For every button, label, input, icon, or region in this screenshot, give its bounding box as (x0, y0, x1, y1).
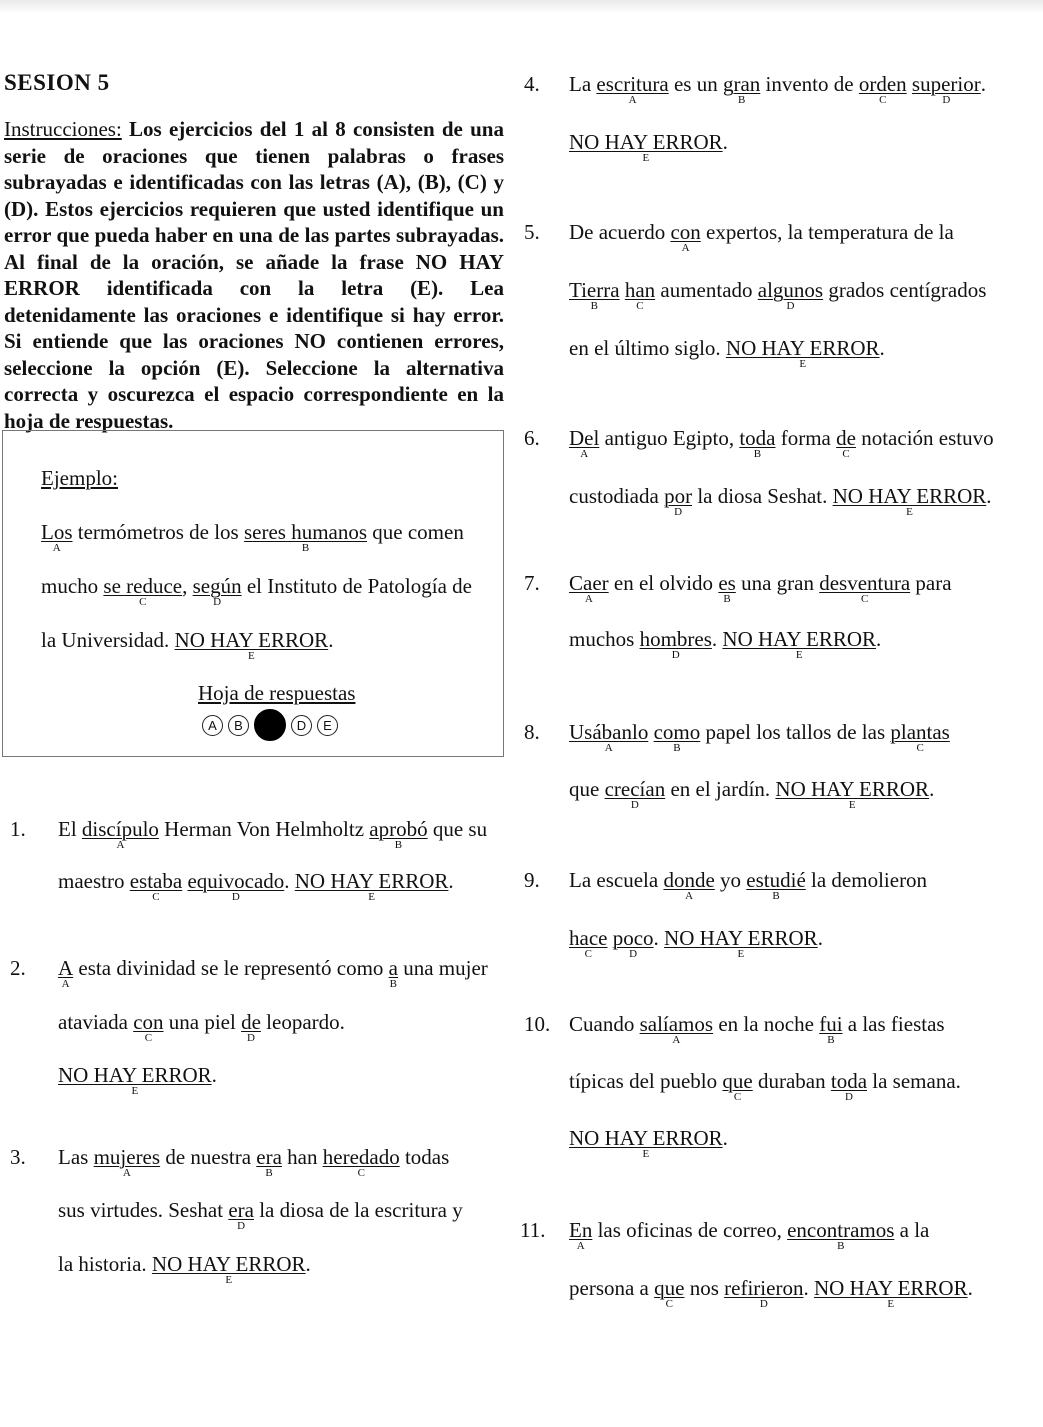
q8-option-c[interactable]: plantas C (890, 720, 950, 754)
bubble-d[interactable]: D (291, 715, 312, 736)
q11-line-2: persona a que C nos refirieron D . NO HAY ERROR E . (569, 1276, 973, 1310)
q3-line-1: Las mujeres A de nuestra era B han heredado C todas (58, 1145, 450, 1179)
q9-option-a[interactable]: donde A (663, 868, 715, 902)
q5-line-3: en el último siglo. NO HAY ERROR E . (569, 336, 885, 370)
answer-bubbles (202, 709, 343, 741)
example-option-d[interactable]: según D (192, 574, 242, 608)
q4-option-d[interactable]: superior D (911, 72, 981, 106)
q11-option-c[interactable]: que C (654, 1276, 685, 1310)
q3-line-3: la historia. NO HAY ERROR E . (58, 1252, 311, 1286)
q7-option-e[interactable]: NO HAY ERROR E (722, 627, 877, 661)
q10-option-d[interactable]: toda D (830, 1069, 868, 1103)
q5-line-1: De acuerdo con A expertos, la temperatura de la (569, 220, 954, 254)
example-option-b[interactable]: seres humanos B (243, 520, 368, 554)
q5-option-e[interactable]: NO HAY ERROR E (725, 336, 880, 370)
q10-number: 10. (524, 1012, 551, 1036)
q1-number: 1. (10, 817, 26, 841)
q9-number: 9. (524, 868, 540, 892)
q8-number: 8. (524, 720, 540, 744)
q3-line-2: sus virtudes. Seshat era D la diosa de la escritura y (58, 1198, 463, 1232)
q3-option-d[interactable]: era D (228, 1198, 254, 1232)
q6-option-a[interactable]: Del A (569, 426, 600, 460)
instructions (4, 116, 504, 434)
q10-line-1: Cuando salíamos A en la noche fui B a las fiestas (569, 1012, 945, 1046)
q11-number: 11. (520, 1218, 546, 1242)
q7-option-b[interactable]: es B (718, 571, 736, 605)
q11-option-d[interactable]: refirieron D (724, 1276, 804, 1310)
q1-line-2: maestro estaba C equivocado D . NO HAY ERROR E . (58, 869, 454, 903)
q11-line-1: En A las oficinas de correo, encontramos B a la (569, 1218, 930, 1252)
q8-option-d[interactable]: crecían D (604, 777, 666, 811)
example-line-3: la Universidad. NO HAY ERROR E . (41, 628, 334, 662)
q7-number: 7. (524, 571, 540, 595)
q11-option-b[interactable]: encontramos B (787, 1218, 895, 1252)
q6-line-1: Del A antiguo Egipto, toda B forma de C notación estuvo (569, 426, 994, 460)
q4-option-b[interactable]: gran B (722, 72, 761, 106)
answer-sheet-title: Hoja de respuestas (198, 681, 356, 705)
q3-option-b[interactable]: era B (256, 1145, 282, 1179)
q10-line-2: típicas del pueblo que C duraban toda D la semana. (569, 1069, 961, 1103)
q6-line-2: custodiada por D la diosa Seshat. NO HAY ERROR E . (569, 484, 992, 518)
example-option-e[interactable]: NO HAY ERROR E (174, 628, 329, 662)
q4-option-a[interactable]: escritura A (596, 72, 669, 106)
q6-option-b[interactable]: toda B (739, 426, 776, 460)
q9-option-c[interactable]: hace C (569, 926, 608, 960)
q9-option-b[interactable]: estudié B (746, 868, 806, 902)
q5-option-a[interactable]: con A (670, 220, 701, 254)
q8-option-e[interactable]: NO HAY ERROR E (775, 777, 930, 811)
q2-option-a[interactable]: A A (58, 956, 74, 990)
q3-number: 3. (10, 1145, 26, 1169)
q2-option-e[interactable]: NO HAY ERROR E (58, 1063, 212, 1097)
bubble-b[interactable]: B (228, 715, 249, 736)
q1-option-c[interactable]: estaba C (129, 869, 183, 903)
q7-line-2: muchos hombres D . NO HAY ERROR E . (569, 627, 882, 661)
q8-line-2: que crecían D en el jardín. NO HAY ERROR E . (569, 777, 935, 811)
q9-line-1: La escuela donde A yo estudié B la demolieron (569, 868, 928, 902)
top-bar (0, 0, 1043, 14)
q10-option-c[interactable]: que C (722, 1069, 753, 1103)
q2-line-2: ataviada con C una piel de D leopardo. (58, 1010, 345, 1044)
bubble-e[interactable]: E (317, 715, 338, 736)
q1-option-b[interactable]: aprobó B (369, 817, 428, 851)
example-option-a[interactable]: Los A (41, 520, 73, 554)
q5-option-b[interactable]: Tierra B (569, 278, 620, 312)
q3-option-a[interactable]: mujeres A (93, 1145, 161, 1179)
q6-option-d[interactable]: por D (664, 484, 693, 518)
bubble-a[interactable]: A (202, 715, 223, 736)
q9-line-2: hace C poco D . NO HAY ERROR E . (569, 926, 823, 960)
q9-option-d[interactable]: poco D (612, 926, 654, 960)
q1-line-1: El discípulo A Herman Von Helmholtz aprobó B que su (58, 817, 488, 851)
q6-option-c[interactable]: de C (836, 426, 856, 460)
session-title: SESION 5 (4, 70, 110, 95)
q5-option-d[interactable]: algunos D (757, 278, 824, 312)
q11-option-e[interactable]: NO HAY ERROR E (813, 1276, 968, 1310)
q10-line-3: NO HAY ERROR E . (569, 1126, 728, 1160)
q8-line-1: Usábanlo A como B papel los tallos de las plantas C (569, 720, 950, 754)
q4-option-e[interactable]: NO HAY ERROR E (569, 130, 723, 164)
q10-option-b[interactable]: fui B (819, 1012, 843, 1046)
example-heading: Ejemplo: (41, 466, 118, 490)
q4-option-c[interactable]: orden C (858, 72, 907, 106)
q1-option-d[interactable]: equivocado D (187, 869, 285, 903)
q2-option-c[interactable]: con C (133, 1010, 164, 1044)
q11-option-a[interactable]: En A (569, 1218, 593, 1252)
q4-number: 4. (524, 72, 540, 96)
bubble-c-filled[interactable] (254, 709, 286, 741)
q1-option-a[interactable]: discípulo A (81, 817, 159, 851)
q2-option-d[interactable]: de D (241, 1010, 261, 1044)
q5-number: 5. (524, 220, 540, 244)
q9-option-e[interactable]: NO HAY ERROR E (664, 926, 818, 960)
q7-option-d[interactable]: hombres D (639, 627, 712, 661)
q6-option-e[interactable]: NO HAY ERROR E (832, 484, 987, 518)
q1-option-e[interactable]: NO HAY ERROR E (294, 869, 449, 903)
q4-line-1: La escritura A es un gran B invento de orden C superior D . (569, 72, 986, 106)
q3-option-e[interactable]: NO HAY ERROR E (151, 1252, 306, 1286)
q5-line-2: Tierra B han C aumentado algunos D grados centígrados (569, 278, 987, 312)
q10-option-a[interactable]: salíamos A (639, 1012, 714, 1046)
q2-option-b[interactable]: a B (388, 956, 398, 990)
q6-number: 6. (524, 426, 540, 450)
example-line-2: mucho se reduce C , según D el Instituto de Patología de (41, 574, 472, 608)
q7-line-1: Caer A en el olvido es B una gran desventura C para (569, 571, 952, 605)
instructions-text: Los ejercicios del 1 al 8 consisten de una serie de oraciones que tienen palabras o frases subrayadas e identificadas con las letras (A), (B), (C) y (D). Estos ejercicios requieren que usted identifique un error que pueda haber en una de las partes subrayadas. Al final de la oración, se añade la frase NO HAY ERROR identificada con la letra (E). Lea detenidamente las oraciones e identifique si hay error. Si entiende que las oraciones NO contienen errores, seleccione la opción (E). Seleccione la alternativa correcta y oscurezca el espacio correspondiente en la hoja de respuestas. (4, 117, 504, 433)
q7-option-a[interactable]: Caer A (569, 571, 609, 605)
q10-option-e[interactable]: NO HAY ERROR E (569, 1126, 723, 1160)
q5-option-c[interactable]: han C (624, 278, 656, 312)
q2-line-3: NO HAY ERROR E . (58, 1063, 217, 1097)
q8-option-a[interactable]: Usábanlo A (569, 720, 649, 754)
q2-line-1: A A esta divinidad se le representó como a B una mujer (58, 956, 488, 990)
instructions-lead: Instrucciones: (4, 117, 122, 141)
q8-option-b[interactable]: como B (653, 720, 701, 754)
example-line-1: Los A termómetros de los seres humanos B que comen (41, 520, 464, 554)
q2-number: 2. (10, 956, 26, 980)
q7-option-c[interactable]: desventura C (819, 571, 911, 605)
q3-option-c[interactable]: heredado C (322, 1145, 400, 1179)
q4-line-2: NO HAY ERROR E . (569, 130, 728, 164)
example-option-c[interactable]: se reduce C (103, 574, 183, 608)
